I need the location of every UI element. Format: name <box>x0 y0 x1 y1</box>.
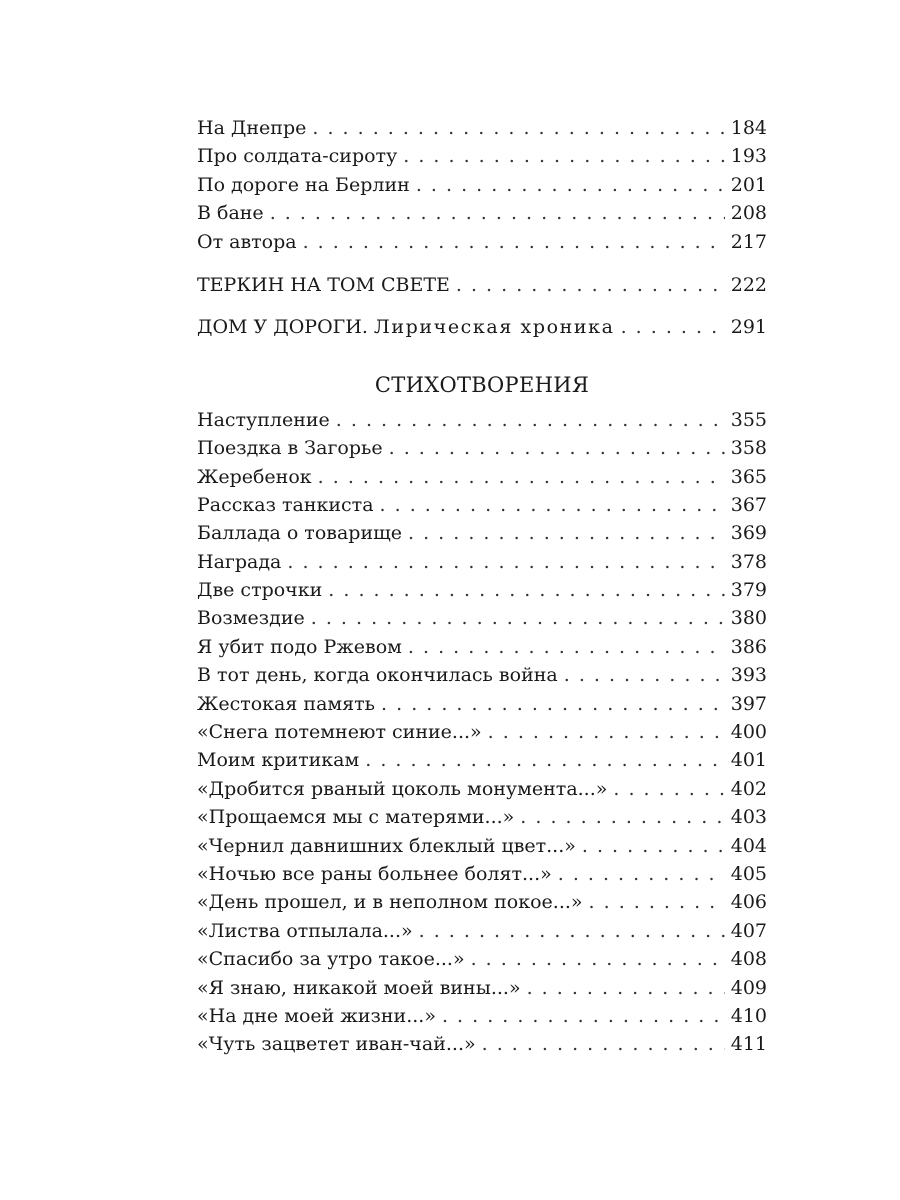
toc-entry-title: Про солдата-сироту <box>197 145 398 168</box>
toc-entry <box>197 746 767 774</box>
toc-entry-page: 367 <box>730 493 767 516</box>
toc-entry-page: 393 <box>730 664 767 687</box>
toc-entry-title: «Спасибо за утро такое...» <box>197 948 465 971</box>
toc-entry-page: 208 <box>730 202 767 225</box>
toc-entry-page: 184 <box>730 117 767 139</box>
dot-leader <box>589 888 725 916</box>
dot-leader <box>328 576 724 604</box>
toc-entry-page: 358 <box>730 437 767 460</box>
dot-leader <box>336 406 725 434</box>
toc-entry-title: Жестокая память <box>197 692 376 715</box>
toc-entry-page: 380 <box>730 607 767 630</box>
dot-leader <box>389 434 725 462</box>
toc-entry-page: 405 <box>730 862 767 885</box>
dot-leader <box>582 832 725 860</box>
dot-leader <box>520 803 724 831</box>
dot-leader <box>419 917 725 945</box>
toc-entry-page: 217 <box>730 230 767 253</box>
toc-entry-title: По дороге на Берлин <box>197 173 410 196</box>
toc-entry-title: «Чернил давнишних блеклый цвет...» <box>197 834 576 857</box>
dot-leader <box>312 114 724 142</box>
toc-entry-title: «День прошел, и в неполном покое...» <box>197 891 583 914</box>
toc-entry-title: Я убит подо Ржевом <box>197 635 402 658</box>
toc-entry-page: 402 <box>730 777 767 800</box>
toc-entry-title: «Дробится рваный цоколь монумента...» <box>197 777 608 800</box>
toc-entry-page: 378 <box>730 550 767 573</box>
toc-entry <box>197 718 767 746</box>
toc-entry-subtitle: Лирическая хроника <box>373 316 615 339</box>
dot-leader <box>311 604 725 632</box>
toc-entry-title: Рассказ танкиста <box>197 493 374 516</box>
toc-entry-title: Моим критикам <box>197 749 360 772</box>
dot-leader <box>303 228 725 256</box>
dot-leader <box>613 775 724 803</box>
toc-entry <box>197 860 767 888</box>
toc-entry-title: Возмездие <box>197 607 305 630</box>
toc-entry-title: В бане <box>197 202 264 225</box>
toc-entry-page: 408 <box>730 948 767 971</box>
toc-entry-title: Поездка в Загорье <box>197 437 383 460</box>
toc-entry-title: Баллада о товарище <box>197 522 403 545</box>
toc-entry-title: Награда <box>197 550 282 573</box>
toc-entry-title: На Днепре <box>197 117 307 139</box>
toc-entry <box>197 917 767 945</box>
toc-entry-title: От автора <box>197 230 297 253</box>
toc-entry <box>197 171 767 199</box>
spacer <box>197 256 767 271</box>
dot-leader <box>621 313 725 341</box>
dot-leader <box>270 199 725 227</box>
toc-entry <box>197 491 767 519</box>
toc-entry <box>197 1030 767 1058</box>
toc-entry-page: 406 <box>730 891 767 914</box>
dot-leader <box>408 519 725 547</box>
toc-entry-page: 369 <box>730 522 767 545</box>
toc-entry <box>197 888 767 916</box>
table-of-contents <box>197 114 767 1059</box>
dot-leader <box>488 718 725 746</box>
toc-entry-page: 355 <box>730 408 767 431</box>
toc-entry-page: 379 <box>730 579 767 602</box>
toc-entry-page: 401 <box>730 749 767 772</box>
dot-leader <box>381 690 725 718</box>
dot-leader <box>471 945 725 973</box>
dot-leader <box>403 142 724 170</box>
toc-entry <box>197 604 767 632</box>
dot-leader <box>482 1030 725 1058</box>
toc-entry-title: Жеребенок <box>197 465 312 488</box>
dot-leader <box>564 661 725 689</box>
toc-entry-title: В тот день, когда окончилась война <box>197 664 558 687</box>
toc-entry <box>197 228 767 256</box>
toc-entry-title: «Ночью все раны больнее болят...» <box>197 862 552 885</box>
toc-entry <box>197 690 767 718</box>
toc-entry-title: ТЕРКИН НА ТОМ СВЕТЕ <box>197 273 450 296</box>
dot-leader <box>365 746 725 774</box>
toc-entry-title-main: ДОМ У ДОРОГИ. <box>197 316 368 339</box>
toc-entry-page: 386 <box>730 635 767 658</box>
dot-leader <box>527 974 725 1002</box>
dot-leader <box>558 860 725 888</box>
dot-leader <box>442 1002 725 1030</box>
dot-leader <box>318 463 725 491</box>
toc-entry <box>197 832 767 860</box>
toc-entry-house-by-road <box>197 313 767 341</box>
toc-entry-page: 365 <box>730 465 767 488</box>
toc-entry-page: 400 <box>730 721 767 744</box>
dot-leader <box>380 491 725 519</box>
toc-entry-page: 403 <box>730 806 767 829</box>
toc-entry <box>197 576 767 604</box>
toc-entry-page: 410 <box>730 1004 767 1027</box>
toc-entry <box>197 548 767 576</box>
toc-entry <box>197 463 767 491</box>
toc-entry <box>197 114 767 142</box>
toc-entry <box>197 199 767 227</box>
toc-entry-title: «Снега потемнеют синие...» <box>197 721 482 744</box>
toc-entry-page: 404 <box>730 834 767 857</box>
toc-entry-page: 397 <box>730 692 767 715</box>
toc-entry <box>197 1002 767 1030</box>
toc-entry <box>197 519 767 547</box>
toc-entry-terkin-other-world <box>197 271 767 299</box>
spacer <box>197 299 767 313</box>
toc-entry <box>197 974 767 1002</box>
toc-top-list <box>197 114 767 256</box>
section-heading: СТИХОТВОРЕНИЯ <box>374 372 590 397</box>
toc-entry-title: Две строчки <box>197 579 323 602</box>
poems-list <box>197 406 767 1059</box>
toc-entry-page: 193 <box>730 145 767 168</box>
toc-entry <box>197 945 767 973</box>
toc-entry-page: 201 <box>730 173 767 196</box>
toc-entry-title: «Листва отпылала...» <box>197 919 413 942</box>
toc-entry-title: «Чуть зацветет иван-чай...» <box>197 1033 476 1056</box>
toc-entry <box>197 661 767 689</box>
toc-entry <box>197 803 767 831</box>
toc-entry-title: «Я знаю, никакой моей вины...» <box>197 976 521 999</box>
toc-entry-title: «Прощаемся мы с матерями...» <box>197 806 515 829</box>
dot-leader <box>287 548 724 576</box>
toc-entry <box>197 775 767 803</box>
toc-entry-title <box>197 313 621 341</box>
toc-entry-title: «На дне моей жизни...» <box>197 1004 436 1027</box>
dot-leader <box>416 171 725 199</box>
toc-entry-title: Наступление <box>197 408 330 431</box>
dot-leader <box>456 271 725 299</box>
toc-entry-page: 409 <box>730 976 767 999</box>
toc-entry <box>197 406 767 434</box>
toc-entry <box>197 142 767 170</box>
toc-entry-page: 411 <box>730 1033 767 1056</box>
dot-leader <box>408 633 725 661</box>
toc-entry-page: 407 <box>730 919 767 942</box>
toc-entry-page: 291 <box>730 316 767 339</box>
toc-entry <box>197 633 767 661</box>
toc-entry-page: 222 <box>730 273 767 296</box>
toc-entry <box>197 434 767 462</box>
